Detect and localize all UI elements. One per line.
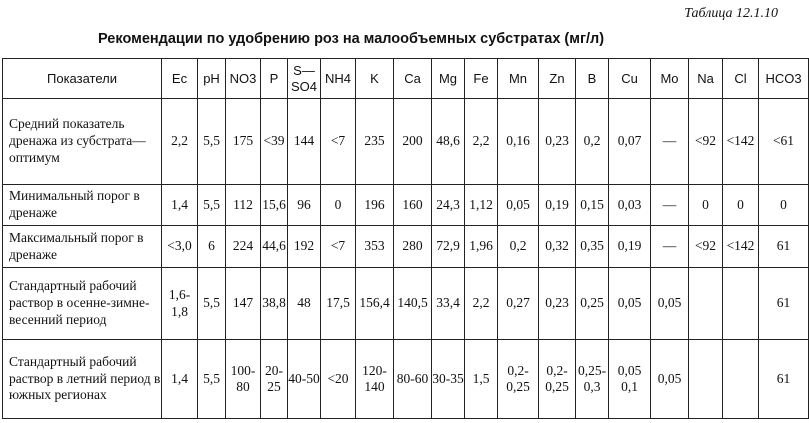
- table-cell: 120-140: [356, 340, 394, 419]
- table-cell: 144: [288, 99, 321, 185]
- table-cell: 5,5: [198, 340, 226, 419]
- col-header: P: [261, 59, 288, 99]
- table-cell: [723, 340, 759, 419]
- table-cell: 2,2: [465, 268, 498, 340]
- col-header: S—SO4: [288, 59, 321, 99]
- table-cell: 15,6: [261, 185, 288, 226]
- col-header: K: [356, 59, 394, 99]
- table-cell: 224: [226, 226, 261, 268]
- col-header: Na: [689, 59, 723, 99]
- table-cell: 200: [394, 99, 432, 185]
- table-cell: 1,4: [162, 185, 198, 226]
- table-cell: 2,2: [465, 99, 498, 185]
- table-cell: <92: [689, 226, 723, 268]
- table-cell: 0,07: [609, 99, 651, 185]
- col-header: Показатели: [3, 59, 162, 99]
- table-cell: 0,2: [498, 226, 539, 268]
- table-cell: 235: [356, 99, 394, 185]
- col-header: Ec: [162, 59, 198, 99]
- table-cell: <39: [261, 99, 288, 185]
- row-label: Стандартный рабочий раствор в летний период в южных регионах: [3, 340, 162, 419]
- table-cell: 61: [759, 268, 809, 340]
- table-cell: 0,19: [609, 226, 651, 268]
- table-cell: 40-50: [288, 340, 321, 419]
- table-cell: 30-35: [432, 340, 465, 419]
- table-row: [3, 99, 809, 185]
- table-cell: 0: [321, 185, 356, 226]
- table-row: [3, 340, 809, 419]
- table-cell: 0,05: [651, 268, 689, 340]
- table-cell: 0: [723, 185, 759, 226]
- table-row: [3, 226, 809, 268]
- table-cell: <7: [321, 99, 356, 185]
- table-cell: 48: [288, 268, 321, 340]
- table-cell: 6: [198, 226, 226, 268]
- col-header: Ca: [394, 59, 432, 99]
- table-number: Таблица 12.1.10: [684, 6, 778, 21]
- table-cell: 0,03: [609, 185, 651, 226]
- table-cell: 5,5: [198, 268, 226, 340]
- table-cell: 175: [226, 99, 261, 185]
- table-cell: 0,32: [539, 226, 576, 268]
- table-cell: 0,19: [539, 185, 576, 226]
- table-cell: <3,0: [162, 226, 198, 268]
- table-cell: 0,23: [539, 99, 576, 185]
- row-label: Средний показатель дренажа из субстрата—оптимум: [3, 99, 162, 185]
- table-cell: <61: [759, 99, 809, 185]
- table-cell: 80-60: [394, 340, 432, 419]
- table-cell: 1,5: [465, 340, 498, 419]
- col-header: HCO3: [759, 59, 809, 99]
- table-cell: 0,15: [576, 185, 609, 226]
- table-cell: <7: [321, 226, 356, 268]
- table-cell: 112: [226, 185, 261, 226]
- table-cell: 0,2: [576, 99, 609, 185]
- table-cell: <142: [723, 226, 759, 268]
- table-cell: 0,05: [651, 340, 689, 419]
- table-cell: 100-80: [226, 340, 261, 419]
- table-cell: 17,5: [321, 268, 356, 340]
- col-header: B: [576, 59, 609, 99]
- table-cell: 140,5: [394, 268, 432, 340]
- table-cell: 0,25-0,3: [576, 340, 609, 419]
- col-header: NO3: [226, 59, 261, 99]
- col-header: pH: [198, 59, 226, 99]
- table-cell: <142: [723, 99, 759, 185]
- table-cell: —: [651, 185, 689, 226]
- table-cell: 33,4: [432, 268, 465, 340]
- col-header: Cl: [723, 59, 759, 99]
- table-cell: 0: [759, 185, 809, 226]
- table-title: Рекомендации по удобрению роз на малообъемных субстратах (мг/л): [98, 31, 605, 47]
- row-label: Стандартный рабочий раствор в осенне-зимне-весенний период: [3, 268, 162, 340]
- table-cell: 1,96: [465, 226, 498, 268]
- table-cell: 1,6-1,8: [162, 268, 198, 340]
- table-cell: 20-25: [261, 340, 288, 419]
- table-cell: 1,4: [162, 340, 198, 419]
- table-cell: 0,16: [498, 99, 539, 185]
- table-cell: 96: [288, 185, 321, 226]
- table-cell: 156,4: [356, 268, 394, 340]
- table-cell: 0,27: [498, 268, 539, 340]
- table-cell: —: [651, 226, 689, 268]
- table-row: [3, 185, 809, 226]
- table-cell: 280: [394, 226, 432, 268]
- table-cell: 0,05: [498, 185, 539, 226]
- table-cell: 0,05 0,1: [609, 340, 651, 419]
- col-header: Cu: [609, 59, 651, 99]
- col-header: Mo: [651, 59, 689, 99]
- table-cell: 5,5: [198, 185, 226, 226]
- fertilizer-table: [2, 58, 809, 419]
- table-cell: 0,2-0,25: [498, 340, 539, 419]
- table-cell: 0,2-0,25: [539, 340, 576, 419]
- table-cell: 2,2: [162, 99, 198, 185]
- table-cell: 61: [759, 340, 809, 419]
- table-cell: <20: [321, 340, 356, 419]
- table-cell: 147: [226, 268, 261, 340]
- col-header: Zn: [539, 59, 576, 99]
- table-cell: 196: [356, 185, 394, 226]
- table-row: [3, 268, 809, 340]
- table-cell: 44,6: [261, 226, 288, 268]
- table-cell: 353: [356, 226, 394, 268]
- col-header: Mg: [432, 59, 465, 99]
- row-label: Минимальный порог в дренаже: [3, 185, 162, 226]
- table-cell: 192: [288, 226, 321, 268]
- table-cell: 0,23: [539, 268, 576, 340]
- table-cell: 24,3: [432, 185, 465, 226]
- table-cell: 160: [394, 185, 432, 226]
- header-row: [3, 59, 809, 99]
- table-cell: 1,12: [465, 185, 498, 226]
- table-cell: [689, 268, 723, 340]
- table-cell: 5,5: [198, 99, 226, 185]
- table-cell: <92: [689, 99, 723, 185]
- table-cell: —: [651, 99, 689, 185]
- col-header: NH4: [321, 59, 356, 99]
- table-cell: [689, 340, 723, 419]
- table-cell: 48,6: [432, 99, 465, 185]
- table-cell: 0,25: [576, 268, 609, 340]
- table-cell: [723, 268, 759, 340]
- row-label: Максимальный порог в дренаже: [3, 226, 162, 268]
- table-cell: 0: [689, 185, 723, 226]
- table-cell: 0,35: [576, 226, 609, 268]
- table-cell: 72,9: [432, 226, 465, 268]
- table-cell: 38,8: [261, 268, 288, 340]
- table-cell: 61: [759, 226, 809, 268]
- table-cell: 0,05: [609, 268, 651, 340]
- col-header: Fe: [465, 59, 498, 99]
- col-header: Mn: [498, 59, 539, 99]
